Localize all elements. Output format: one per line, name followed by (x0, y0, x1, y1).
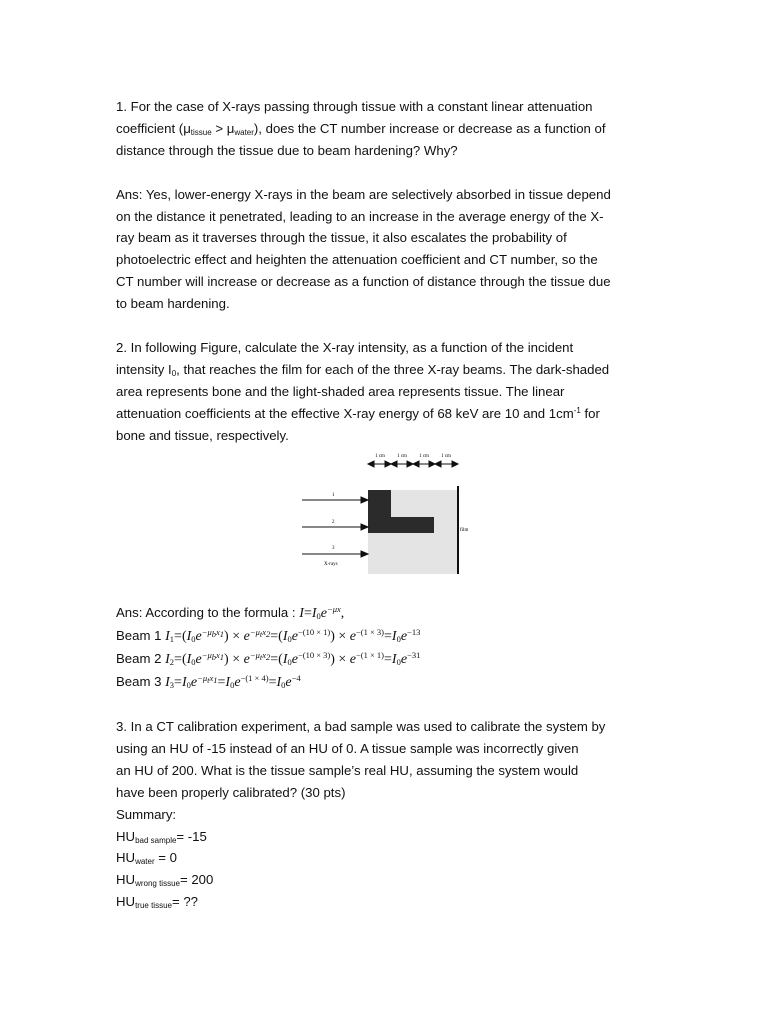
summary-item-wrong-tissue: $HU_{wrong tissue}= 200$ (116, 872, 214, 889)
scale-label: 1 cm (397, 454, 407, 459)
answer-2-beam-2: Beam 2 $I_2=(I_0e^{-\mu_bx_1}) \times e^{-\mu_tx_2}=(I_0e^{-(10 \times 3)}) \times e^{-(1 \times 1)}=I_0e^{-31}$ (116, 650, 421, 668)
beam-2-label: 2 (332, 520, 335, 525)
answer-1-line: ray beam as it traverses through the tissue, it also escalates the probability of (116, 230, 567, 246)
scale-label: 1 cm (375, 454, 385, 459)
xray-figure (294, 446, 474, 580)
question-2-line-4: attenuation coefficients at the effective X-ray energy of 68 keV are 10 and $1cm^{-1}$ for (116, 405, 600, 421)
summary-item-true-tissue: $HU_{true tissue}=$ ?? (116, 894, 199, 911)
question-2-line-2: intensity $I_0$, that reaches the film for each of the three X-ray beams. The dark-shaded (116, 361, 610, 378)
answer-2-beam-3: Beam 3 $I_3=I_0e^{-\mu_tx_1}=I_0e^{-(1 \times 4)}=I_0e^{-4}$ (116, 673, 301, 691)
answer-1-line: photoelectric effect and heighten the attenuation coefficient and CT number, so the (116, 252, 598, 268)
film-label: film (460, 528, 469, 533)
summary-heading: Summary: (116, 806, 177, 822)
beam-3-label: 3 (332, 546, 335, 551)
question-3-line: 3. In a CT calibration experiment, a bad sample was used to calibrate the system by (116, 718, 606, 734)
question-2-line-3: area represents bone and the light-shaded area represents tissue. The linear (116, 383, 565, 399)
question-3-line: an HU of 200. What is the tissue sample’s real HU, assuming the system would (116, 762, 579, 778)
answer-1-line: on the distance it penetrated, leading to an increase in the average energy of the X- (116, 208, 604, 224)
scale-label: 1 cm (419, 454, 429, 459)
answer-2-intro: Ans: According to the formula : $I=I_0e^{-\mu x}$, (116, 604, 345, 622)
summary-item-water: $HU_{water} = 0$ (116, 850, 177, 867)
answer-1-line: to beam hardening. (116, 296, 230, 312)
scale-label: 1 cm (441, 454, 451, 459)
summary-item-bad-sample: $HU_{bad sample}= -15$ (116, 828, 207, 845)
answer-1-line: Ans: Yes, lower-energy X-rays in the beam are selectively absorbed in tissue depend (116, 186, 611, 202)
xrays-label: X-rays (324, 562, 338, 567)
question-1-line-3: distance through the tissue due to beam hardening? Why? (116, 142, 458, 158)
question-2-line-5: bone and tissue, respectively. (116, 427, 289, 443)
answer-2-beam-1: Beam 1 $I_1=(I_0e^{-\mu_bx_1}) \times e^{-\mu_tx_2}=(I_0e^{-(10 \times 1)}) \times e^{-(1 \times 3)}=I_0e^{-13}$ (116, 627, 421, 645)
question-1-line-2: coefficient $(\mu_{tissue} > \mu_{water})$, does the CT number increase or decrease as a function of (116, 120, 606, 137)
question-3-line: using an HU of -15 instead of an HU of 0. A tissue sample was incorrectly given (116, 740, 579, 756)
question-2-line-1: 2. In following Figure, calculate the X-ray intensity, as a function of the incident (116, 339, 574, 355)
question-3-line: have been properly calibrated? (30 pts) (116, 784, 346, 800)
answer-1-line: CT number will increase or decrease as a function of distance through the tissue due (116, 274, 611, 290)
beam-1-label: 1 (332, 493, 335, 498)
question-1-line-1: 1. For the case of X-rays passing through tissue with a constant linear attenuation (116, 99, 593, 114)
